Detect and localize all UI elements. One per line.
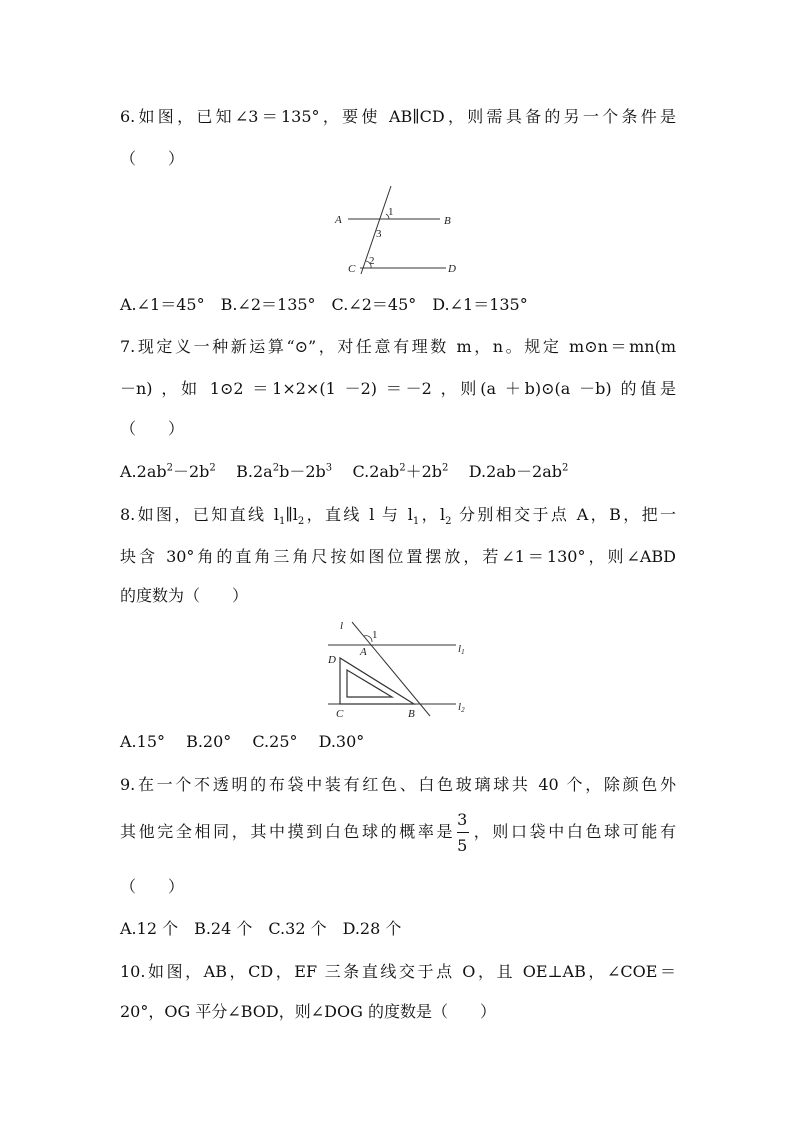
q8-label-c: C	[336, 708, 344, 720]
q6-stem-line1: 6.如图，已知∠3＝135°，要使 AB∥CD，则需具备的另一个条件是	[120, 107, 676, 126]
q7-option-d: $D.2ab-2ab^2$	[468, 462, 569, 481]
q6-label-1: 1	[388, 206, 394, 218]
q7-option-b: $B.2a^2b-2b^3$	[236, 462, 333, 481]
q9-answer-blank: （ ）	[120, 877, 185, 896]
q8-label-l2: l2	[458, 701, 465, 714]
q8-figure	[322, 618, 482, 722]
q10-stem-line1: 10.如图，AB，CD，EF 三条直线交于点 O，且 OE⊥AB，∠COE＝	[120, 962, 676, 981]
q6-label-b: B	[444, 215, 451, 227]
q9-fraction: $\frac{3}{5}$	[457, 809, 468, 855]
q7-option-a: $A.2ab^2-2b^2$	[120, 462, 216, 481]
q8-stem-line3: 的度数为（ ）	[120, 586, 249, 605]
q9-stem-line1: 9.在一个不透明的布袋中装有红色、白色玻璃球共 40 个，除颜色外	[120, 775, 676, 794]
q8-label-l1: l1	[458, 643, 465, 656]
q8-label-b: B	[408, 708, 415, 720]
q6-label-3: 3	[376, 228, 382, 240]
q6-answer-blank: （ ）	[120, 149, 185, 168]
q9-options: A.12 个 B.24 个 C.32 个 D.28 个	[120, 919, 402, 938]
q8-stem-line1: 8.如图，已知直线 $l_1\parallel l_2$，直线 l 与 $l_1$，$l_2$ 分别相交于点 A，B，把一	[120, 505, 676, 528]
q7-stem-line1: 7.现定义一种新运算“⊙”，对任意有理数 m，n。规定 m⊙n＝mn(m	[120, 337, 676, 356]
q9-stem-line2: 其他完全相同，其中摸到白色球的概率是 $\frac{3}{5}$ ，则口袋中白色球可能有	[120, 809, 676, 855]
q7-answer-blank: （ ）	[120, 419, 185, 438]
q8-triangle-inner	[347, 670, 392, 697]
q8-label-l: l	[340, 620, 344, 632]
q8-label-d: D	[328, 654, 336, 666]
q6-label-a: A	[335, 214, 342, 226]
q6-label-2: 2	[369, 255, 375, 267]
q8-stem-line2: 块含 30°角的直角三角尺按如图位置摆放，若∠1＝130°，则∠ABD	[120, 547, 676, 566]
q6-figure	[330, 184, 470, 280]
q6-options: A.∠1＝45° B.∠2＝135° C.∠2＝45° D.∠1＝135°	[120, 295, 528, 314]
q7-stem-line2: －n) ，如 1⊙2 ＝1×2×(1 －2) ＝－2 ，则(a ＋b)⊙(a －b) 的值是	[120, 379, 676, 398]
q8-label-1: 1	[372, 629, 378, 641]
q8-options: A.15° B.20° C.25° D.30°	[120, 732, 365, 751]
q7-option-c: $C.2ab^2+2b^2$	[352, 462, 449, 481]
q6-label-d: D	[448, 263, 456, 275]
q10-stem-line2: 20°，OG 平分∠BOD，则∠DOG 的度数是（ ）	[120, 1002, 496, 1021]
q7-options	[120, 461, 676, 483]
q8-line-l	[352, 622, 430, 716]
q8-label-a: A	[360, 646, 367, 658]
q6-label-c: C	[348, 263, 356, 275]
